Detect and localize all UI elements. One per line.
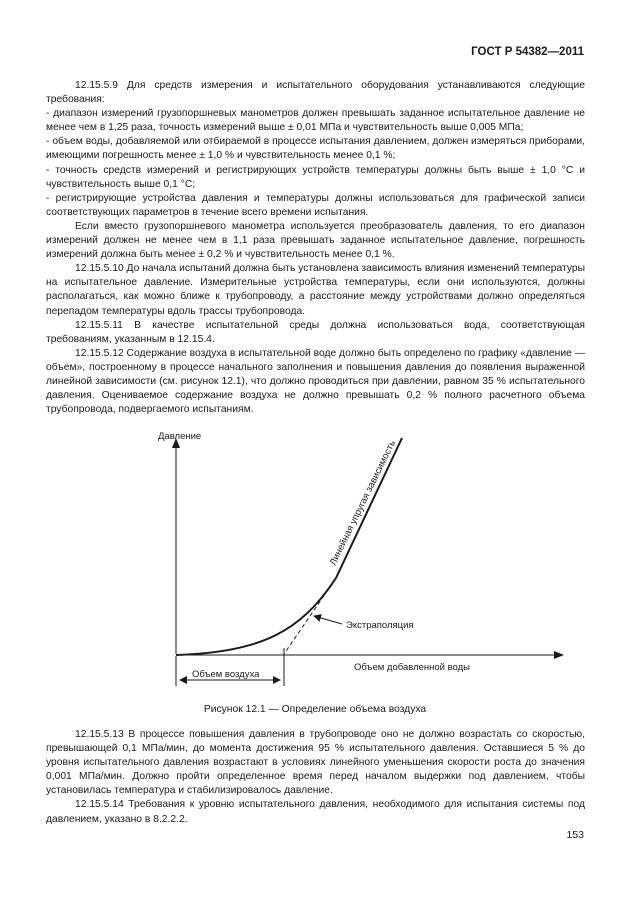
extrapolation-label: Экстраполяция [346,620,414,631]
paragraph-transducer: Если вместо грузопоршневого манометра используется преобразователь давления, то его диапазон измерений должен не менее чем в 1,1 раза превышать заданное испытательное давление, погрешность измерений должна быть менее ± 0,2 % и чувствительность менее 0,1 %. [46,220,585,261]
pressure-volume-diagram [150,428,570,688]
document-id: ГОСТ Р 54382—2011 [471,46,584,58]
body-text-section-2 [46,728,585,827]
paragraph-12-15-5-11: 12.15.5.11 В качестве испытательной среды должна использоваться вода, соответствующая требованиям, указанным в 12.15.4. [46,319,585,345]
page-number: 153 [566,829,584,841]
air-volume-label: Объем воздуха [192,669,260,680]
figure-caption: Рисунок 12.1 — Определение объема воздуха [203,704,427,715]
x-axis-arrow-icon [554,651,564,659]
y-axis-label: Давление [158,431,202,442]
requirement-pressure-gauge: - диапазон измерений грузопоршневых манометров должен превышать заданное испытательное давление не менее чем в 1,25 раза, точность измерений выше ± 0,01 МПа и чувствительность выше 0,005 МПа; [46,108,585,134]
paragraph-12-15-5-9: 12.15.5.9 Для средств измерения и испытательного оборудования устанавливаются следующие требования: [46,80,585,106]
body-text-section-1 [46,79,585,417]
paragraph-12-15-5-14: 12.15.5.14 Требования к уровню испытательного давления, необходимого для испытания системы под давлением, указано в 8.2.2.2. [46,799,585,825]
requirement-water-volume: - объем воды, добавляемой или отбираемой в процессе испытания давлением, должен измеряться приборами, имеющими погрешность менее ± 1,0 % и чувствительность менее 0,1 %; [46,136,585,162]
x-axis-label: Объем добавленной воды [354,662,471,673]
paragraph-12-15-5-12: 12.15.5.12 Содержание воздуха в испытательной воде должно быть определено по графику «давление — объем», построенному в процессе начального заполнения и повышения давления до появления выраженной линейной зависимости (см. рисунок 12.1), что должно проводиться при давлении, равном 35 % испытательного давления. Оцениваемое содержание воздуха не должно превышать 0,2 % полного расчетного объема трубопровода, подвергаемого испытаниям. [46,347,585,416]
paragraph-12-15-5-13: 12.15.5.13 В процессе повышения давления в трубопроводе оно не должно возрастать со скоростью, превышающей 0,1 МПа/мин, до момента достижения 95 % испытательного давления. Оставшиеся 5 % до уровня испытательного давления возрастают в условиях линейного уменьшения скорости роста до значения 0,001 МПа/мин. Должно пройти определенное время перед началом выдержки под давлением, чтобы установилась температура и стабилизировалось давление. [46,729,585,797]
requirement-temperature: - точность средств измерений и регистрирующих устройств температуры должны быть выше ± 1,0 °С и чувствительность выше 0,1 °С; [46,164,585,190]
linear-elastic-label: Линейная упругая зависимость [327,438,399,568]
extrapolation-pointer [314,616,342,624]
requirement-recorders: - регистрирующие устройства давления и температуры должны использоваться для графической записи соответствующих параметров в течение всего времени испытания. [46,192,585,218]
figure-air-volume [150,428,570,688]
paragraph-12-15-5-10: 12.15.5.10 До начала испытаний должна быть установлена зависимость влияния изменений температуры на испытательное давление. Измерительные устройства температуры, если они используются, должны располагаться, как можно ближе к трубопроводу, а расстояние между устройствами должно определяться перепадом температуры вдоль трассы трубопровода. [46,263,585,317]
